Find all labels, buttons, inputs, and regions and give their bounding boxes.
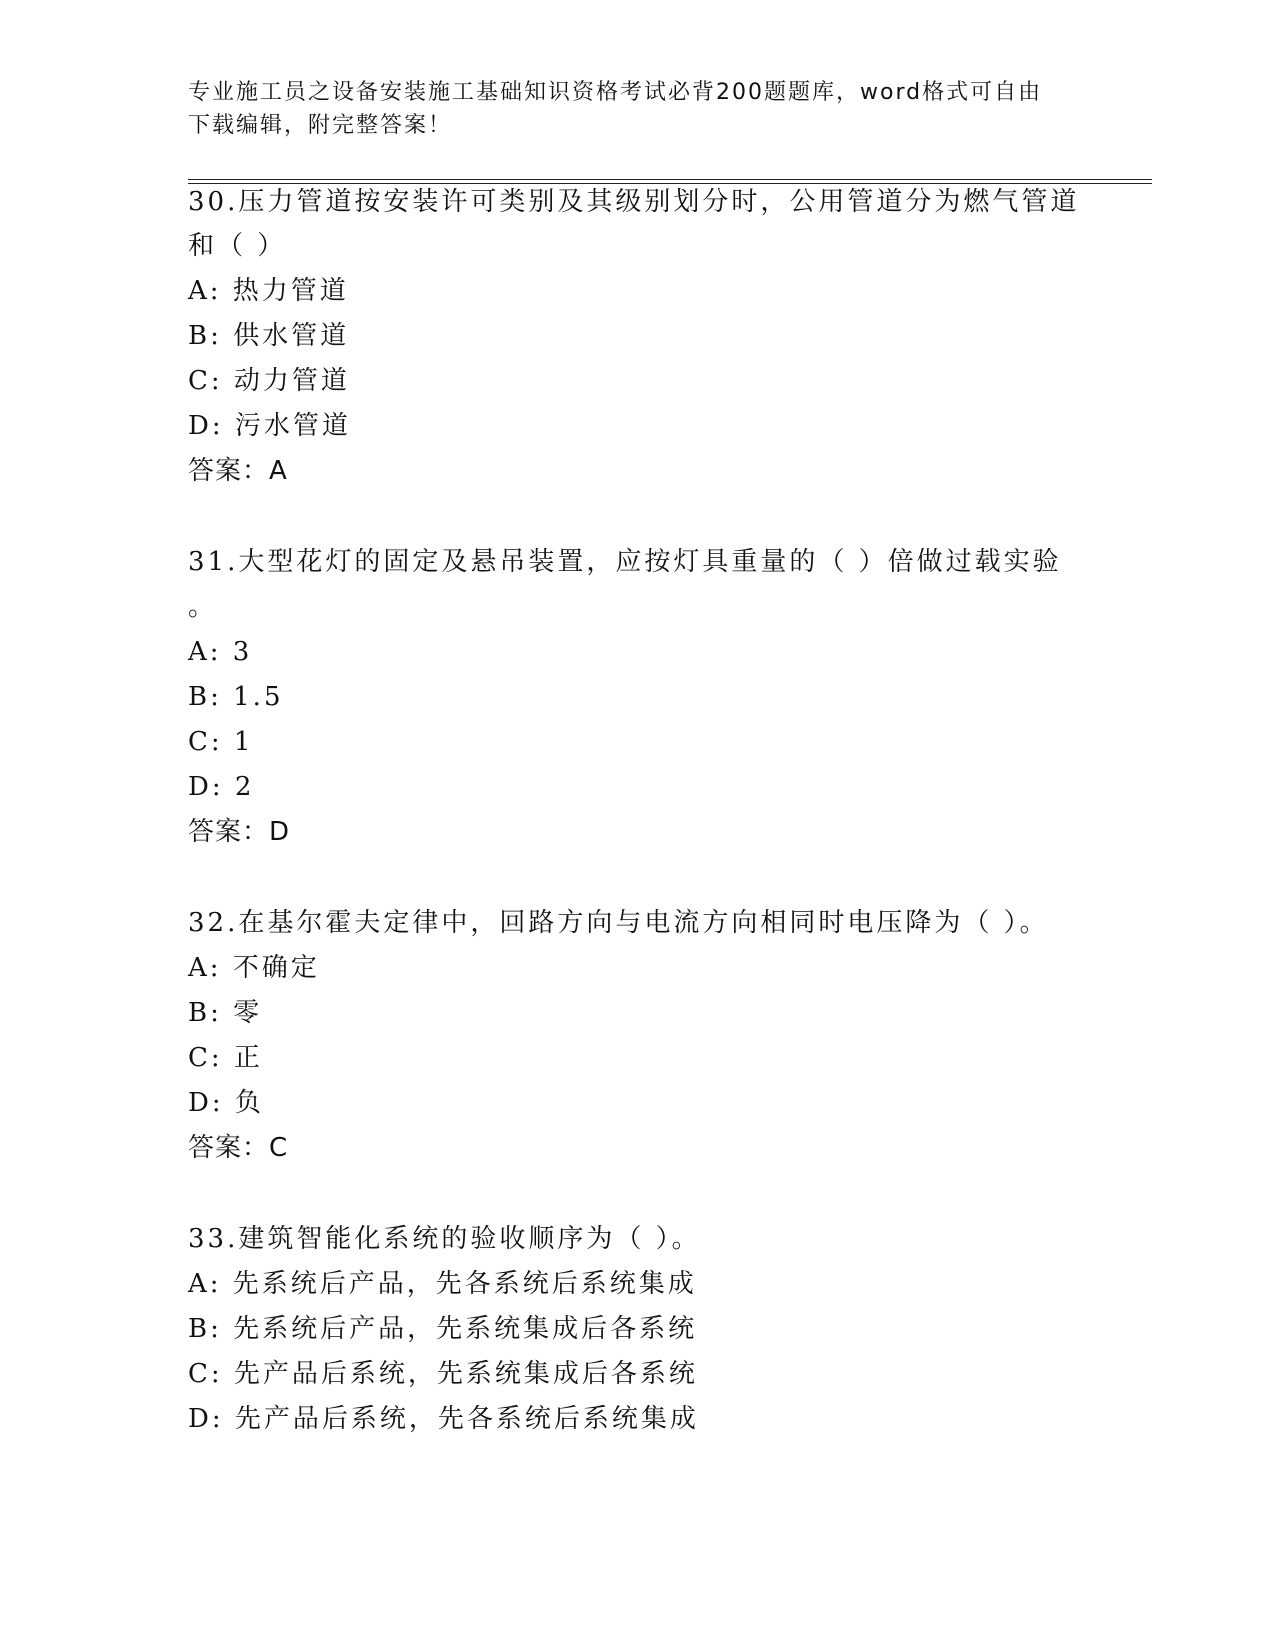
- option-d: D: 先产品后系统，先各系统后系统集成: [188, 1404, 699, 1434]
- question-stem: 31.大型花灯的固定及悬吊装置，应按灯具重量的（ ）倍做过载实验: [188, 547, 1062, 577]
- answer: 答案：D: [188, 817, 291, 847]
- header-divider-bottom: [188, 183, 1152, 184]
- document-header: [188, 76, 1068, 142]
- question-stem-continued: 。: [188, 592, 218, 622]
- option-b: B: 先系统后产品，先系统集成后各系统: [188, 1314, 698, 1344]
- option-c: C: 先产品后系统，先系统集成后各系统: [188, 1359, 698, 1389]
- option-a: A: 不确定: [188, 953, 320, 983]
- option-b: B: 供水管道: [188, 321, 350, 351]
- option-d: D: 2: [188, 772, 255, 802]
- option-c: C: 1: [188, 727, 254, 757]
- option-a: A: 3: [188, 637, 253, 667]
- header-divider-top: [188, 179, 1152, 180]
- option-d: D: 污水管道: [188, 411, 351, 441]
- answer: 答案：C: [188, 1133, 289, 1163]
- header-line-2: 下载编辑，附完整答案！: [188, 113, 453, 138]
- question-stem: 30.压力管道按安装许可类别及其级别划分时，公用管道分为燃气管道: [188, 187, 1080, 217]
- answer: 答案：A: [188, 456, 288, 486]
- header-line-1: 专业施工员之设备安装施工基础知识资格考试必背200题题库，word格式可自由: [188, 80, 1043, 105]
- question-stem: 32.在基尔霍夫定律中，回路方向与电流方向相同时电压降为（ ）。: [188, 908, 1049, 938]
- option-c: C: 动力管道: [188, 366, 350, 396]
- option-a: A: 热力管道: [188, 276, 349, 306]
- option-c: C: 正: [188, 1043, 263, 1073]
- option-b: B: 零: [188, 998, 263, 1028]
- option-b: B: 1.5: [188, 682, 284, 712]
- option-a: A: 先系统后产品，先各系统后系统集成: [188, 1269, 697, 1299]
- option-d: D: 负: [188, 1088, 264, 1118]
- question-stem: 33.建筑智能化系统的验收顺序为（ ）。: [188, 1224, 701, 1254]
- question-stem-continued: 和（ ）: [188, 231, 287, 261]
